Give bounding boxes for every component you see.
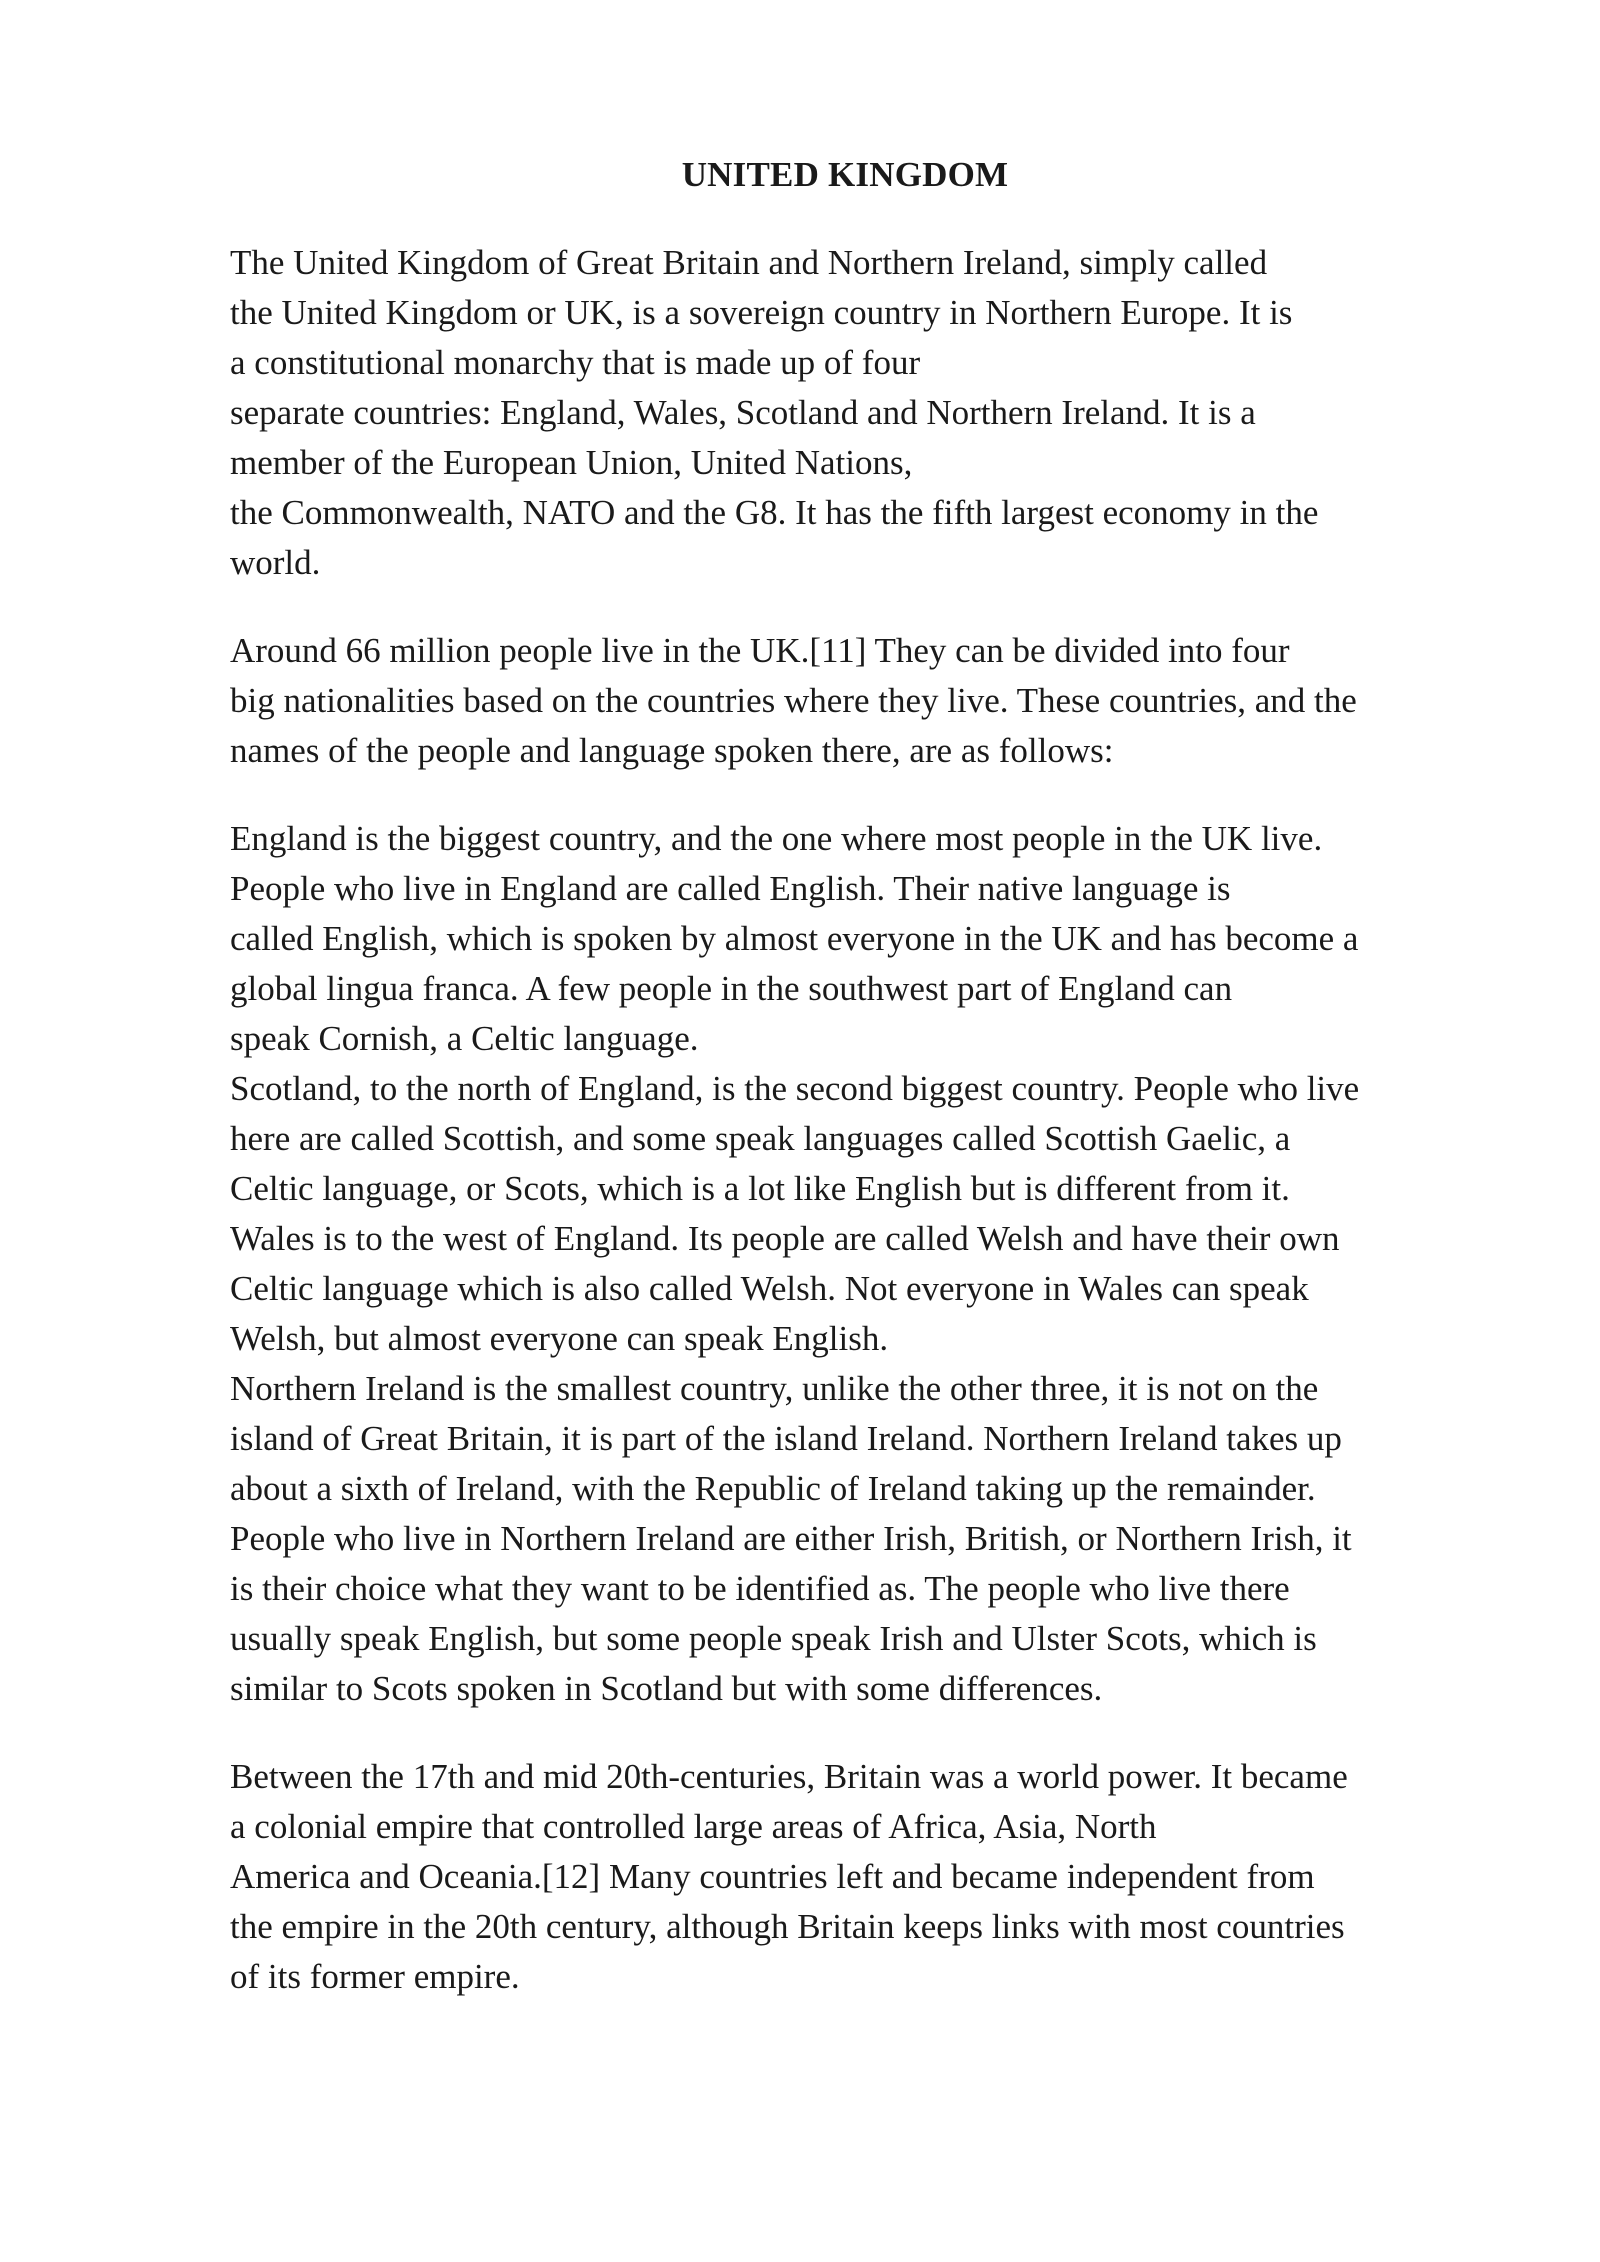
- paragraph-overview: [230, 238, 1470, 588]
- text-line: People who live in Northern Ireland are either Irish, British, or Northern Irish, it: [230, 1519, 1352, 1558]
- text-line: here are called Scottish, and some speak languages called Scottish Gaelic, a: [230, 1119, 1291, 1158]
- text-line: separate countries: England, Wales, Scotland and Northern Ireland. It is a: [230, 393, 1256, 432]
- text-line: called English, which is spoken by almost everyone in the UK and has become a: [230, 919, 1359, 958]
- paragraph-england: [230, 814, 1470, 1064]
- text-line: world.: [230, 543, 321, 582]
- text-line: speak Cornish, a Celtic language.: [230, 1019, 699, 1058]
- text-line: usually speak English, but some people speak Irish and Ulster Scots, which is: [230, 1619, 1317, 1658]
- text-line: similar to Scots spoken in Scotland but with some differences.: [230, 1669, 1103, 1708]
- text-line: Welsh, but almost everyone can speak English.: [230, 1319, 889, 1358]
- text-line: of its former empire.: [230, 1957, 520, 1996]
- paragraph-population: [230, 626, 1470, 776]
- text-line: names of the people and language spoken there, are as follows:: [230, 731, 1114, 770]
- text-line: America and Oceania.[12] Many countries left and became independent from: [230, 1857, 1315, 1896]
- text-line: Wales is to the west of England. Its people are called Welsh and have their own: [230, 1219, 1340, 1258]
- text-line: global lingua franca. A few people in the southwest part of England can: [230, 969, 1233, 1008]
- text-line: a colonial empire that controlled large areas of Africa, Asia, North: [230, 1807, 1157, 1846]
- text-line: The United Kingdom of Great Britain and Northern Ireland, simply called: [230, 243, 1268, 282]
- text-line: is their choice what they want to be identified as. The people who live there: [230, 1569, 1290, 1608]
- text-line: a constitutional monarchy that is made up of four: [230, 343, 921, 382]
- text-line: about a sixth of Ireland, with the Republic of Ireland taking up the remainder.: [230, 1469, 1316, 1508]
- text-line: Northern Ireland is the smallest country, unlike the other three, it is not on the: [230, 1369, 1319, 1408]
- document-title: UNITED KINGDOM: [681, 155, 1009, 194]
- text-line: the Commonwealth, NATO and the G8. It has the fifth largest economy in the: [230, 493, 1319, 532]
- text-line: the United Kingdom or UK, is a sovereign country in Northern Europe. It is: [230, 293, 1293, 332]
- text-line: Celtic language, or Scots, which is a lot like English but is different from it.: [230, 1169, 1290, 1208]
- text-line: the empire in the 20th century, although Britain keeps links with most countries: [230, 1907, 1345, 1946]
- paragraph-history: [230, 1752, 1470, 2002]
- text-line: England is the biggest country, and the one where most people in the UK live.: [230, 819, 1323, 858]
- text-line: Between the 17th and mid 20th-centuries, Britain was a world power. It became: [230, 1757, 1348, 1796]
- text-line: Celtic language which is also called Welsh. Not everyone in Wales can speak: [230, 1269, 1309, 1308]
- text-line: Around 66 million people live in the UK.[11] They can be divided into four: [230, 631, 1290, 670]
- text-line: island of Great Britain, it is part of the island Ireland. Northern Ireland takes up: [230, 1419, 1342, 1458]
- paragraph-northern-ireland: [230, 1364, 1470, 1714]
- paragraph-scotland: [230, 1064, 1470, 1214]
- text-line: People who live in England are called English. Their native language is: [230, 869, 1231, 908]
- document-body: [230, 238, 1470, 2040]
- text-line: Scotland, to the north of England, is the second biggest country. People who live: [230, 1069, 1360, 1108]
- paragraph-wales: [230, 1214, 1470, 1364]
- text-line: big nationalities based on the countries where they live. These countries, and the: [230, 681, 1357, 720]
- text-line: member of the European Union, United Nations,: [230, 443, 913, 482]
